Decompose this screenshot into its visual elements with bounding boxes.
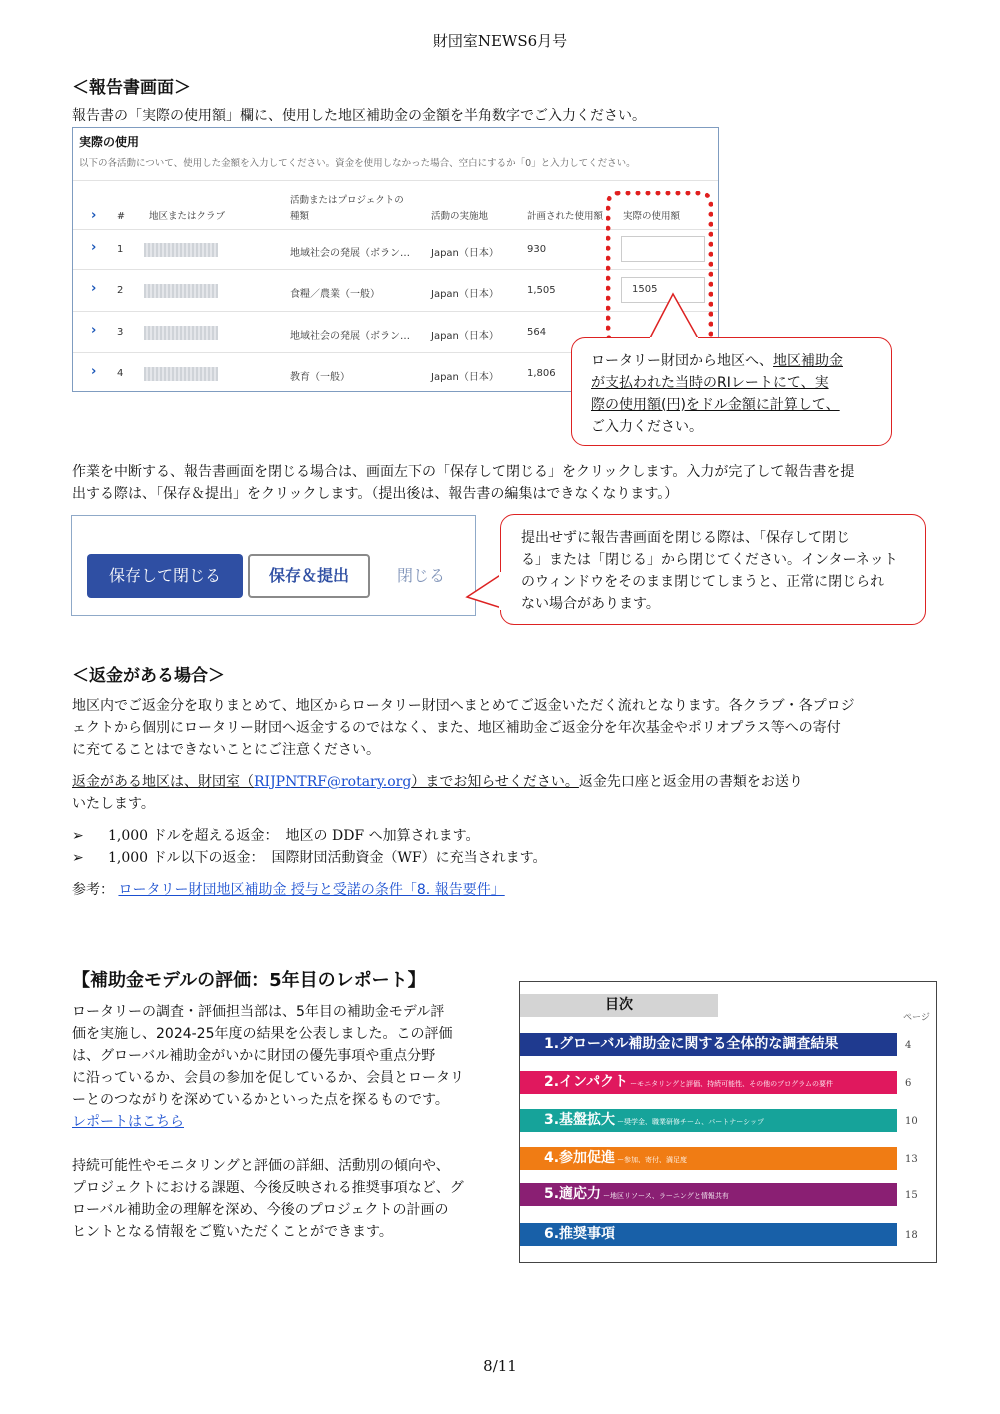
row-num: 4 [117, 368, 124, 379]
col-header-place: 活動の実施地 [431, 211, 489, 222]
row-place: Japan（日本） [431, 289, 499, 300]
callout-text-underlined: が支払われた当時のRIレートにて、実 [591, 375, 829, 391]
page-number: 8/11 [483, 1357, 517, 1375]
save-instructions-line-2: 出する際は、「保存＆提出」をクリックします。（提出後は、報告書の編集はできなくなります。） [72, 486, 679, 502]
toc-item-label: 4.参加促進 [544, 1150, 616, 1166]
close-callout [500, 514, 926, 625]
row-place: Japan（日本） [431, 248, 499, 259]
row-place: Japan（日本） [431, 331, 499, 342]
save-and-submit-button[interactable]: 保存＆提出 [248, 554, 370, 598]
refund-contact-line [72, 771, 803, 793]
toc-item [520, 1183, 897, 1206]
callout-text: ご入力ください。 [591, 419, 703, 435]
refund-para-line-1: 地区内でご返金分を取りまとめて、地区からロータリー財団へまとめてご返金いただく流れとなります。各クラブ・各プロジ [72, 698, 855, 714]
toc-item [520, 1109, 897, 1132]
bullet-text: 1,000 ドルを超える返金： 地区の DDF へ加算されます。 [108, 828, 480, 844]
toc-item-label: 2.インパクト [544, 1074, 629, 1090]
col-header-actual: 実際の使用額 [623, 211, 681, 222]
col-header-planned: 計画された使用額 [527, 211, 604, 222]
toc-item-sub: ー奨学金、職業研修チーム、パートナーシップ [617, 1118, 764, 1126]
row-planned: 564 [527, 327, 547, 338]
toc-page-label: ページ [903, 1013, 930, 1023]
callout-text-underlined: 際の使用額(円)をドル金額に計算して、 [591, 397, 840, 413]
redacted-club-name [144, 284, 218, 298]
toc-item-sub: ー地区リソース、ラーニングと情報共有 [603, 1192, 729, 1200]
toc-item-page: 15 [905, 1190, 918, 1201]
row-num: 3 [117, 327, 124, 338]
button-screenshot [71, 515, 476, 616]
refund-para-line-3: に充てることはできないことにご注意ください。 [72, 742, 380, 758]
toc-item-label: 3.基盤拡大 [544, 1112, 616, 1128]
rate-callout [571, 337, 892, 446]
save-and-close-button[interactable]: 保存して閉じる [87, 554, 243, 598]
callout-text: のウィンドウをそのまま閉じてしまうと、正常に閉じられ [521, 574, 885, 590]
model-para-line: 価を実施し、2024-25年度の結果を公表しました。この評価 [72, 1026, 453, 1042]
row-planned: 1,806 [527, 368, 556, 379]
arrow-bullet-icon: ➢ [72, 828, 84, 844]
model-para-line: は、グローバル補助金がいかに財団の優先事項や重点分野 [72, 1048, 436, 1064]
redacted-club-name [144, 243, 218, 257]
toc-item-sub: ーモニタリングと評価、持続可能性、その他のプログラムの要件 [630, 1080, 834, 1088]
bullet-item [72, 847, 547, 869]
toc-item-label: 1.グローバル補助金に関する全体的な調査結果 [544, 1036, 839, 1052]
row-expand-icon[interactable]: › [91, 323, 97, 338]
row-expand-icon[interactable]: › [91, 240, 97, 255]
model-para-line: ロータリーの調査・評価担当部は、5年目の補助金モデル評 [72, 1004, 445, 1020]
model-para-line: に沿っているか、会員の参加を促しているか、会員とロータリ [72, 1070, 464, 1086]
report-link[interactable]: レポートはこちら [72, 1114, 184, 1130]
row-activity: 地域社会の発展（ボラン… [290, 248, 410, 259]
row-activity: 食糧／農業（一般） [290, 289, 380, 300]
toc-item-page: 10 [905, 1116, 918, 1127]
row-place: Japan（日本） [431, 372, 499, 383]
model-para2-line: ローバル補助金の理解を深め、今後のプロジェクトの計画の [72, 1202, 449, 1218]
actual-amount-input[interactable]: 1505 [621, 277, 705, 303]
col-header-num: # [117, 211, 125, 222]
redacted-club-name [144, 326, 218, 340]
reference-label: 参考： [72, 882, 114, 898]
toc-item [520, 1033, 897, 1056]
callout-text: る」または「閉じる」から閉じてください。インターネット [521, 552, 898, 568]
row-num: 2 [117, 285, 124, 296]
refund-contact-text: 返金がある地区は、財団室（ [72, 774, 254, 790]
col-header-activity-2: 種類 [290, 211, 310, 222]
model-para-line: ーとのつながりを深めているかといった点を探るものです。 [72, 1092, 449, 1108]
table-title: 実際の使用 [79, 135, 140, 149]
toc-item-label: 5.適応力 [544, 1186, 602, 1202]
row-planned: 930 [527, 244, 547, 255]
toc-image [519, 981, 937, 1263]
toc-item-sub: ー参加、寄付、満足度 [617, 1156, 688, 1164]
toc-item-page: 6 [905, 1078, 912, 1089]
col-header-club: 地区またはクラブ [149, 211, 226, 222]
arrow-bullet-icon: ➢ [72, 850, 84, 866]
page-header: 財団室NEWS6月号 [432, 32, 568, 50]
refund-para-line-2: ェクトから個別にロータリー財団へ返金するのではなく、また、地区補助金ご返金分を年次基金やポリオプラス等への寄付 [72, 720, 841, 736]
toc-item-page: 18 [905, 1230, 918, 1241]
toc-title: 目次 [520, 994, 718, 1017]
section-title-model: 【補助金モデルの評価：5年目のレポート】 [72, 970, 426, 991]
report-intro: 報告書の「実際の使用額」欄に、使用した地区補助金の金額を半角数字でご入力ください。 [72, 108, 646, 124]
refund-contact-line-2: いたします。 [72, 796, 155, 812]
callout-text-underlined: 地区補助金 [773, 353, 843, 369]
row-activity: 教育（一般） [290, 372, 350, 383]
row-planned: 1,505 [527, 285, 556, 296]
model-para2-line: 持続可能性やモニタリングと評価の詳細、活動別の傾向や、 [72, 1158, 450, 1174]
model-para2-line: ヒントとなる情報をご覧いただくことができます。 [72, 1224, 393, 1240]
section-title-report: ＜報告書画面＞ [72, 78, 191, 98]
close-button[interactable]: 閉じる [397, 566, 446, 585]
redacted-club-name [144, 367, 218, 381]
table-description: 以下の各活動について、使用した金額を入力してください。資金を使用しなかった場合、空白にするか「0」と入力してください。 [79, 158, 636, 169]
refund-contact-text: ）までお知らせください。 [411, 774, 579, 790]
section-title-refund: ＜返金がある場合＞ [72, 666, 225, 686]
email-link[interactable]: RIJPNTRF@rotary.org [254, 774, 412, 790]
bullet-item [72, 825, 479, 847]
toc-item [520, 1071, 897, 1094]
toc-item-page: 4 [905, 1040, 912, 1051]
callout-text: ない場合があります。 [521, 596, 660, 612]
toc-item [520, 1147, 897, 1170]
toc-item-label: 6.推奨事項 [544, 1226, 616, 1242]
bullet-text: 1,000 ドル以下の返金： 国際財団活動資金（WF）に充当されます。 [108, 850, 547, 866]
toc-item-page: 13 [905, 1154, 918, 1165]
row-expand-icon[interactable]: › [91, 364, 97, 379]
callout-text: ロータリー財団から地区へ、 [591, 353, 773, 369]
col-header-activity-1: 活動またはプロジェクトの [290, 195, 404, 206]
expand-all-icon[interactable]: › [91, 208, 97, 223]
row-expand-icon[interactable]: › [91, 281, 97, 296]
refund-contact-text: 返金先口座と返金用の書類をお送り [578, 774, 803, 790]
model-para2-line: プロジェクトにおける課題、今後反映される推奨事項など、グ [72, 1180, 464, 1196]
callout-text: 提出せずに報告書画面を閉じる際は、「保存して閉じ [521, 530, 850, 546]
row-activity: 地域社会の発展（ボラン… [290, 331, 410, 342]
reference-line [72, 879, 505, 901]
reference-link[interactable]: ロータリー財団地区補助金 授与と受諾の条件「8. 報告要件」 [118, 882, 505, 898]
row-num: 1 [117, 244, 124, 255]
toc-item [520, 1223, 897, 1246]
save-instructions-line-1: 作業を中断する、報告書画面を閉じる場合は、画面左下の「保存して閉じる」をクリックします。入力が完了して報告書を提 [72, 464, 855, 480]
